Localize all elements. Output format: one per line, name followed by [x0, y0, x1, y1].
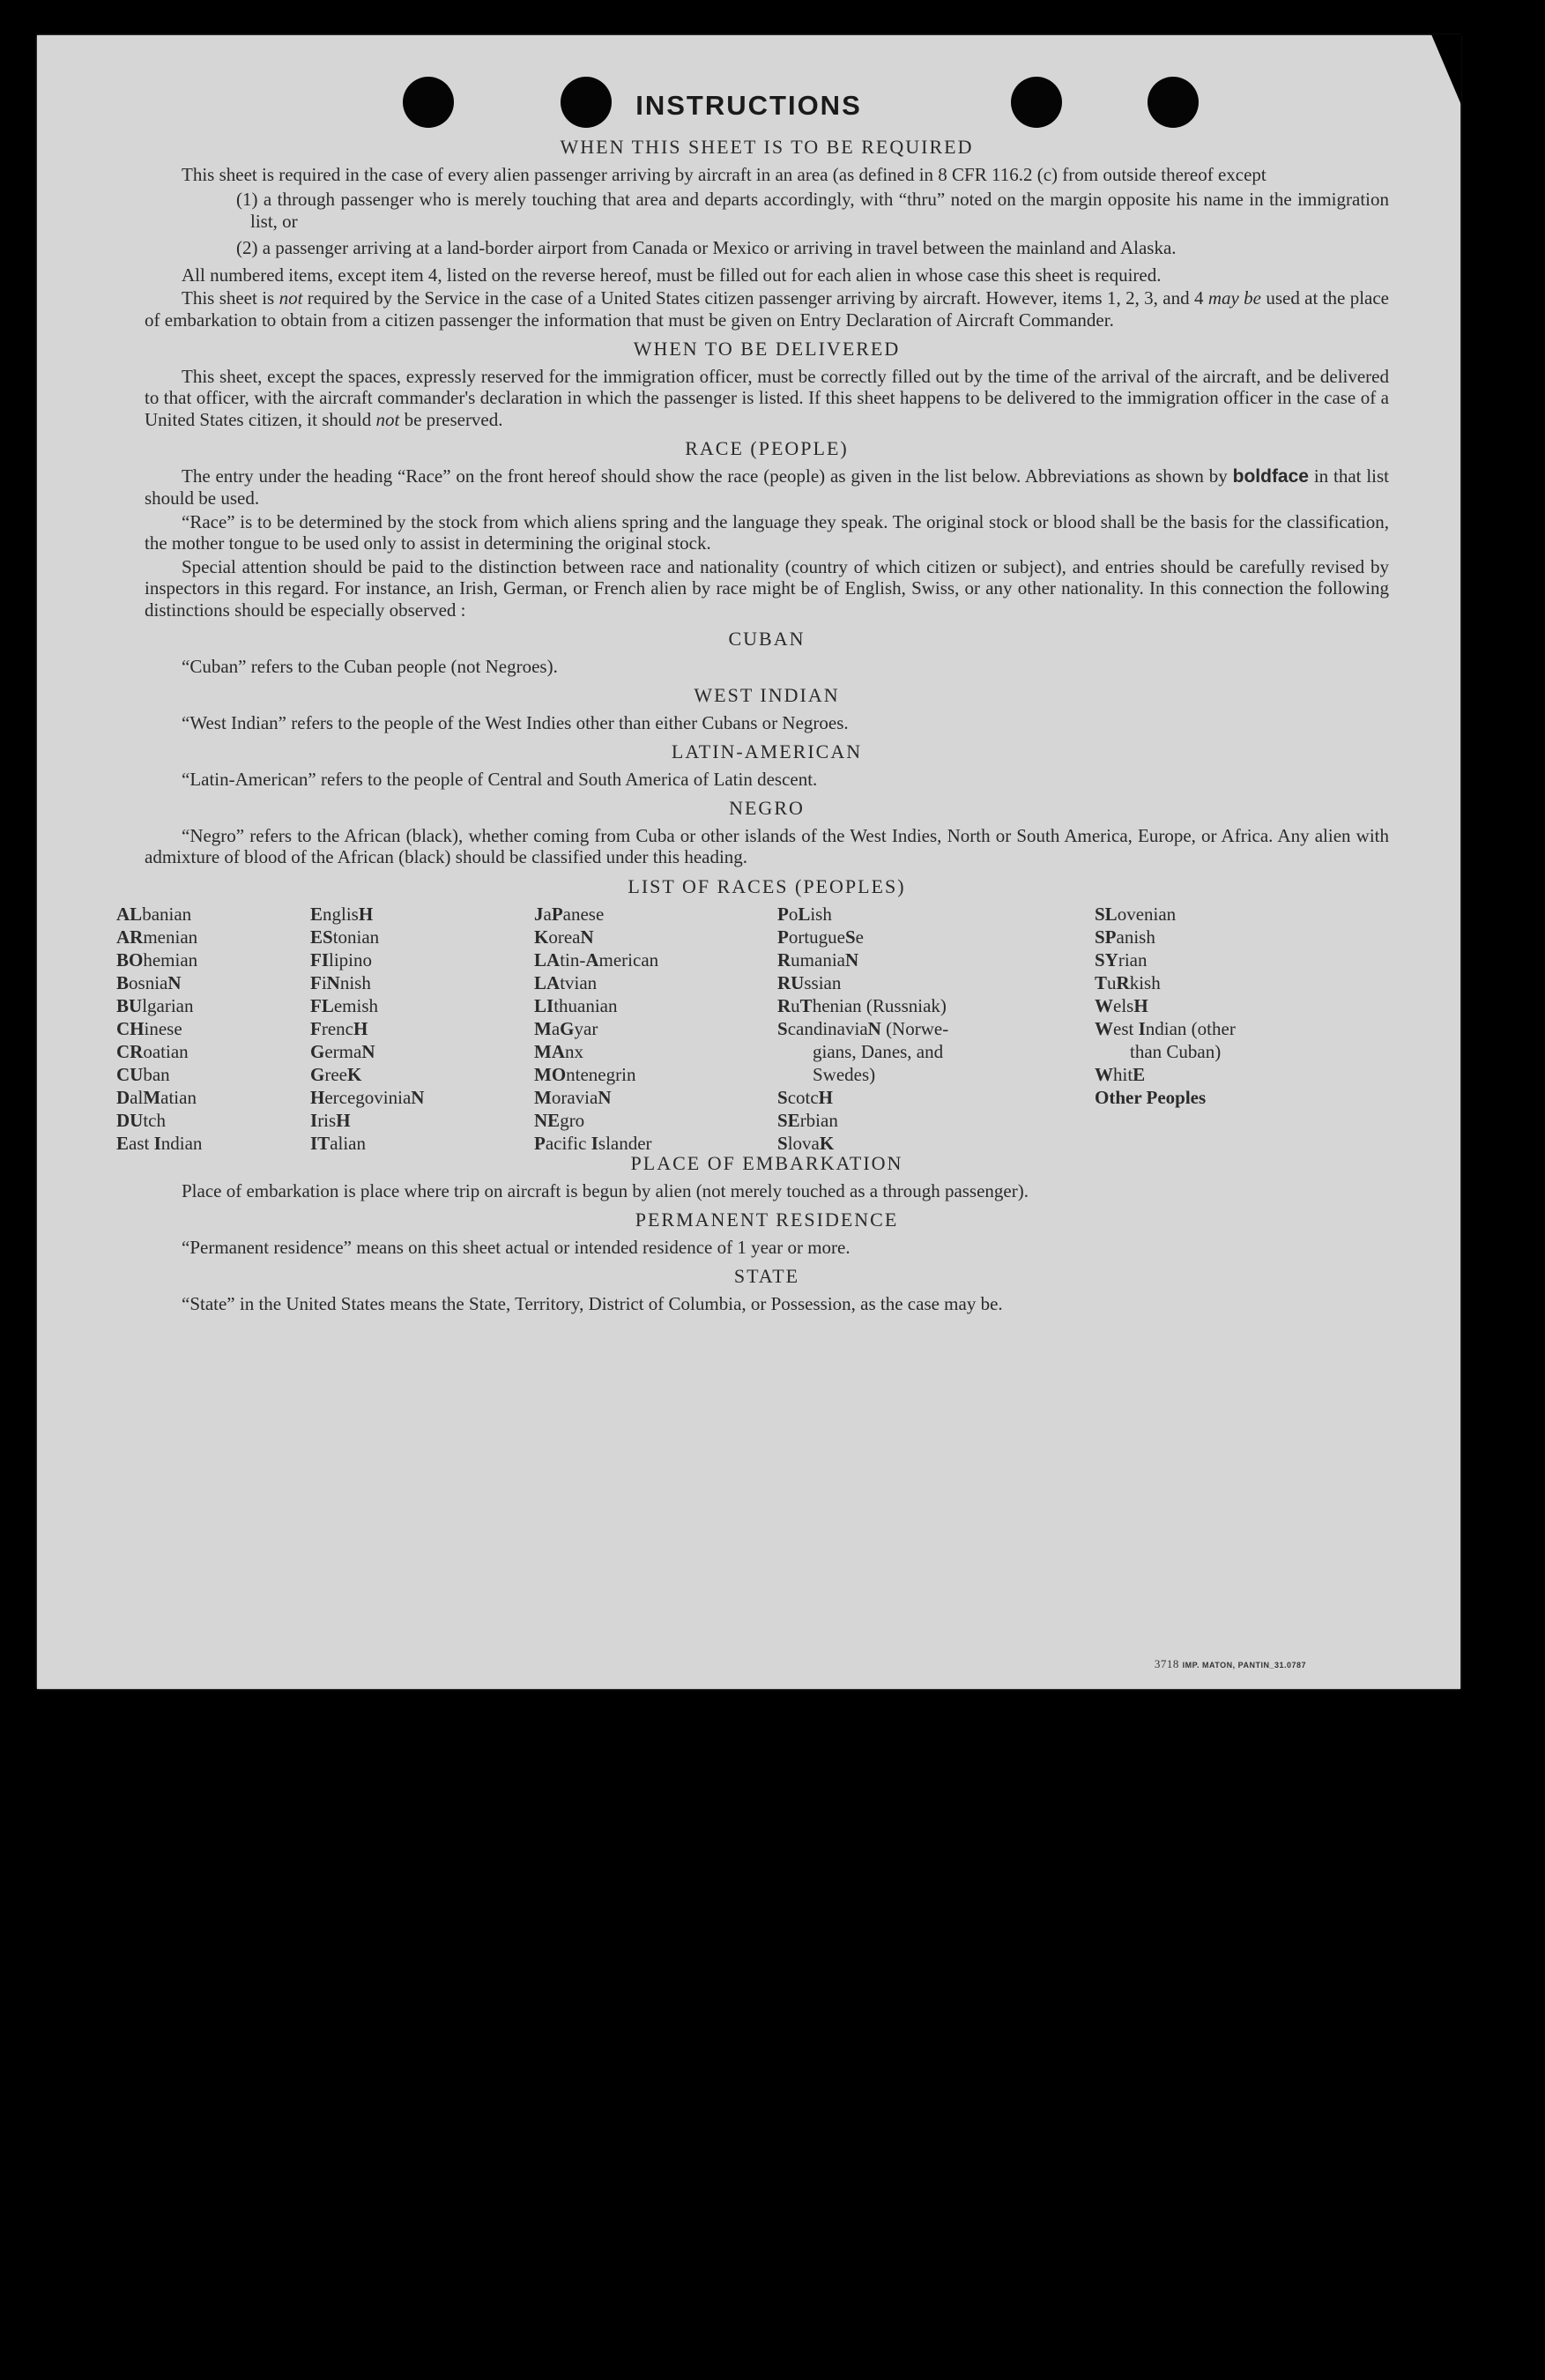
instruction-sheet: [37, 35, 1460, 1689]
race-abbrev: FL: [310, 995, 334, 1016]
page-title: INSTRUCTIONS: [635, 90, 862, 121]
race-column: [116, 903, 202, 1155]
heading-state: STATE: [733, 1265, 800, 1287]
race-entry: [116, 948, 202, 971]
race-abbrev: M: [534, 1018, 552, 1039]
race-text: ndian (other: [1145, 1018, 1236, 1039]
paragraph: “Permanent residence” means on this sheet actual or intended residence of 1 year or more.: [182, 1236, 850, 1258]
race-entry: [310, 1086, 424, 1109]
race-abbrev: LA: [534, 949, 561, 971]
race-text: orea: [548, 926, 581, 948]
race-abbrev: ES: [310, 926, 333, 948]
race-abbrev: S: [777, 1018, 788, 1039]
race-text: ris: [317, 1110, 337, 1131]
race-text: ree: [324, 1064, 347, 1085]
race-entry: [310, 903, 424, 926]
race-entry: [116, 1040, 202, 1063]
race-entry: [534, 1086, 658, 1109]
race-entry: [1095, 948, 1236, 971]
race-abbrev: CH: [116, 1018, 145, 1039]
race-abbrev: H: [818, 1087, 834, 1108]
race-entry: [116, 1132, 202, 1155]
race-abbrev: N: [361, 1041, 375, 1062]
race-abbrev: N: [598, 1087, 612, 1108]
emphasis: may be: [1207, 287, 1261, 309]
race-entry: [310, 926, 424, 948]
list-item: (1) a through passenger who is merely touching that area and departs accordingly, with “thru” noted on the margin opposite his name in the immigration list, or: [236, 189, 1389, 232]
race-abbrev: I: [1138, 1018, 1146, 1039]
race-abbrev: SY: [1095, 949, 1118, 971]
race-text: oravia: [551, 1087, 598, 1108]
race-abbrev: R: [777, 995, 791, 1016]
race-entry: [1095, 1086, 1236, 1109]
race-text: erma: [324, 1041, 362, 1062]
race-text: atian: [160, 1087, 197, 1108]
race-entry: [1095, 1017, 1236, 1040]
race-entry: [310, 1132, 424, 1155]
race-entry: [116, 903, 202, 926]
race-text: nish: [339, 972, 371, 993]
race-text: hit: [1113, 1064, 1133, 1085]
race-text: gro: [560, 1110, 585, 1131]
print-code: [1155, 1657, 1306, 1671]
race-text: umania: [791, 949, 845, 971]
paragraph: “West Indian” refers to the people of the West Indies other than either Cubans or Negroes.: [182, 711, 849, 733]
race-abbrev: W: [1095, 1064, 1113, 1085]
race-text: a: [551, 1018, 561, 1039]
race-entry: [777, 1017, 948, 1040]
race-text: est: [1113, 1018, 1139, 1039]
emphasis: not: [279, 287, 303, 309]
heading-west-indian: WEST INDIAN: [694, 684, 840, 706]
race-text: yar: [574, 1018, 598, 1039]
race-abbrev: E: [1133, 1064, 1146, 1085]
race-abbrev: D: [116, 1087, 130, 1108]
race-abbrev: F: [310, 1018, 322, 1039]
race-abbrev: RU: [777, 972, 805, 993]
text: This sheet, except the spaces, expressly reserved for the immigration officer, must be correctly filled out by the time of the arrival of the aircraft, and be delivered to that officer, with the aircraft commander's declaration in which the passenger is listed. If this sheet happens to be delivered to the immigration officer in the case of a United States citizen, it should: [145, 365, 1389, 430]
paragraph: “Latin-American” refers to the people of Central and South America of Latin descent.: [182, 768, 818, 790]
race-text: ndian: [160, 1133, 203, 1154]
race-entry: [534, 903, 658, 926]
heading-race: RACE (PEOPLE): [685, 437, 849, 459]
race-abbrev: R: [1116, 972, 1130, 993]
race-text: Swedes): [813, 1064, 876, 1085]
race-abbrev: S: [844, 926, 856, 948]
emphasis: not: [375, 408, 400, 430]
race-abbrev: NE: [534, 1110, 561, 1131]
race-text: nx: [565, 1041, 583, 1062]
race-text: anese: [562, 904, 605, 925]
heading-when-delivered: WHEN TO BE DELIVERED: [633, 338, 901, 360]
race-abbrev: B: [116, 972, 130, 993]
race-text: lipino: [329, 949, 373, 971]
heading-residence: PERMANENT RESIDENCE: [635, 1209, 899, 1231]
race-abbrev: SP: [1095, 926, 1117, 948]
race-abbrev: W: [1095, 1018, 1113, 1039]
race-text: tonian: [332, 926, 380, 948]
race-text: kish: [1129, 972, 1161, 993]
race-abbrev: N: [411, 1087, 425, 1108]
race-abbrev: E: [310, 904, 323, 925]
race-text: ortugue: [788, 926, 845, 948]
race-text: banian: [142, 904, 192, 925]
paragraph: [145, 465, 1389, 509]
race-abbrev: N: [867, 1018, 881, 1039]
race-text: tin-: [560, 949, 586, 971]
race-text: u: [791, 995, 800, 1016]
heading-negro: NEGRO: [729, 797, 805, 819]
race-abbrev: K: [819, 1133, 835, 1154]
race-entry: [310, 1063, 424, 1086]
instructions-body: [116, 129, 1390, 1316]
race-text: al: [130, 1087, 144, 1108]
race-entry: [534, 994, 658, 1017]
race-entry: [777, 1063, 948, 1086]
paragraph: [145, 366, 1389, 431]
paragraph: “Negro” refers to the African (black), whether coming from Cuba or other islands of the West Indies, North or South America, Europe, or Africa. Any alien with admixture of blood of the African (black) should be classified under this heading.: [145, 824, 1389, 867]
paragraph: “State” in the United States means the State, Territory, District of Columbia, or Possession, as the case may be.: [182, 1292, 1003, 1314]
race-abbrev: LA: [534, 972, 561, 993]
race-text: inese: [144, 1018, 182, 1039]
race-text: lgarian: [142, 995, 194, 1016]
race-abbrev: N: [326, 972, 340, 993]
race-abbrev: N: [844, 949, 859, 971]
race-entry: [534, 1132, 658, 1155]
race-abbrev: P: [534, 1133, 546, 1154]
race-abbrev: P: [777, 904, 789, 925]
race-column: [534, 903, 658, 1155]
race-abbrev: H: [1133, 995, 1148, 1016]
race-entry: [116, 926, 202, 948]
race-abbrev: F: [310, 972, 322, 993]
race-entry: [534, 948, 658, 971]
race-text: ercegovinia: [324, 1087, 412, 1108]
race-abbrev: K: [346, 1064, 362, 1085]
race-abbrev: L: [798, 904, 811, 925]
race-entry: [1095, 1040, 1236, 1063]
race-abbrev: M: [534, 1087, 552, 1108]
race-text: than Cuban): [1130, 1041, 1222, 1062]
paragraph: [145, 287, 1389, 331]
race-abbrev: LI: [534, 995, 554, 1016]
race-entry: [1095, 971, 1236, 994]
race-text: ban: [143, 1064, 170, 1085]
race-entry: [1095, 903, 1236, 926]
race-text: tvian: [560, 972, 598, 993]
race-entry: [777, 926, 948, 948]
race-text: candinavia: [787, 1018, 868, 1039]
paragraph: Place of embarkation is place where trip on aircraft is begun by alien (not merely touched as a through passenger).: [182, 1179, 1029, 1201]
race-entry: [534, 1040, 658, 1063]
race-text: thuanian: [553, 995, 618, 1016]
race-abbrev: G: [560, 1018, 575, 1039]
race-text: u: [1107, 972, 1117, 993]
race-text: o: [788, 904, 798, 925]
race-text: oatian: [143, 1041, 189, 1062]
race-abbrev: H: [336, 1110, 351, 1131]
race-abbrev: H: [353, 1018, 368, 1039]
race-abbrev: S: [777, 1087, 788, 1108]
race-text: osnia: [129, 972, 168, 993]
race-abbrev: CR: [116, 1041, 144, 1062]
race-abbrev: FI: [310, 949, 329, 971]
race-abbrev: SL: [1095, 904, 1118, 925]
race-abbrev: H: [310, 1087, 325, 1108]
paragraph: “Cuban” refers to the Cuban people (not Negroes).: [182, 655, 558, 677]
race-entry: [116, 994, 202, 1017]
race-column: [310, 903, 424, 1155]
race-abbrev: G: [310, 1064, 325, 1085]
race-abbrev: AR: [116, 926, 144, 948]
race-text: rian: [1118, 949, 1148, 971]
boldface-word: boldface: [1232, 465, 1309, 487]
race-abbrev: W: [1095, 995, 1113, 1016]
race-text: ovenian: [1117, 904, 1177, 925]
race-abbrev: N: [167, 972, 182, 993]
race-column: [1095, 903, 1236, 1109]
race-entry: [310, 1040, 424, 1063]
race-text: a: [543, 904, 552, 925]
race-abbrev: T: [799, 995, 813, 1016]
race-text: gians, Danes, and: [813, 1041, 944, 1062]
race-text: emish: [333, 995, 379, 1016]
race-entry: [777, 1132, 948, 1155]
race-text: slander: [598, 1133, 652, 1154]
race-text: i: [321, 972, 327, 993]
race-entry: [310, 971, 424, 994]
text: in that list should be used.: [145, 465, 1390, 509]
race-abbrev: S: [777, 1133, 788, 1154]
race-abbrev: BO: [116, 949, 144, 971]
race-abbrev: SE: [777, 1110, 800, 1131]
heading-embarkation: PLACE OF EMBARKATION: [630, 1152, 903, 1174]
race-entry: [534, 971, 658, 994]
race-entry: [1095, 994, 1236, 1017]
heading-list-of-races: LIST OF RACES (PEOPLES): [628, 874, 906, 897]
race-text: anish: [1116, 926, 1155, 948]
text: be preserved.: [399, 408, 503, 430]
race-entry: [116, 971, 202, 994]
race-abbrev: J: [534, 904, 544, 925]
paragraph: Special attention should be paid to the distinction between race and nationality (country of which citizen or subject), and entries should be carefully revised by inspectors in this regard. For instance, an Irish, German, or French alien by race might be of English, Swiss, or any other nationality. In this connection the following distinctions should be especially observed :: [145, 555, 1389, 621]
race-abbrev: M: [143, 1087, 161, 1108]
race-entry: [310, 1017, 424, 1040]
race-abbrev: N: [580, 926, 594, 948]
race-abbrev: E: [116, 1133, 130, 1154]
race-list: [116, 903, 1389, 1154]
heading-when-required: WHEN THIS SHEET IS TO BE REQUIRED: [560, 136, 974, 158]
race-abbrev: G: [310, 1041, 325, 1062]
race-text: hemian: [143, 949, 198, 971]
race-abbrev: P: [551, 904, 563, 925]
race-abbrev: AL: [116, 904, 143, 925]
race-text: rbian: [799, 1110, 838, 1131]
race-column: [777, 903, 948, 1155]
race-abbrev: Other Peoples: [1095, 1087, 1207, 1108]
race-entry: [116, 1063, 202, 1086]
race-entry: [777, 971, 948, 994]
race-abbrev: R: [777, 949, 791, 971]
race-text: ast: [129, 1133, 154, 1154]
race-text: nglis: [323, 904, 359, 925]
race-abbrev: K: [534, 926, 549, 948]
race-text: menian: [143, 926, 198, 948]
race-text: lova: [787, 1133, 820, 1154]
race-abbrev: H: [358, 904, 374, 925]
race-text: alian: [330, 1133, 366, 1154]
race-abbrev: DU: [116, 1110, 144, 1131]
race-entry: [777, 994, 948, 1017]
race-text: acific: [545, 1133, 591, 1154]
race-entry: [534, 926, 658, 948]
race-abbrev: MA: [534, 1041, 565, 1062]
race-text: cotc: [787, 1087, 819, 1108]
race-text: henian (Russniak): [812, 995, 947, 1016]
race-text: ssian: [804, 972, 842, 993]
race-entry: [534, 1109, 658, 1132]
race-text: renc: [321, 1018, 353, 1039]
race-abbrev: BU: [116, 995, 143, 1016]
race-text: (Norwe-: [880, 1018, 949, 1039]
race-text: merican: [598, 949, 659, 971]
race-entry: [777, 1040, 948, 1063]
race-entry: [310, 994, 424, 1017]
paragraph: All numbered items, except item 4, listed on the reverse hereof, must be filled out for each alien in whose case this sheet is required.: [182, 264, 1162, 286]
race-abbrev: P: [777, 926, 789, 948]
text: This sheet is: [182, 287, 279, 309]
race-text: ntenegrin: [566, 1064, 636, 1085]
race-entry: [116, 1109, 202, 1132]
race-entry: [777, 948, 948, 971]
text: required by the Service in the case of a United States citizen passenger arriving by aircraft. However, items 1, 2, 3, and 4: [302, 287, 1208, 309]
text: used at the place of embarkation to obtain from a citizen passenger the information that must be given on Entry Declaration of Aircraft Commander.: [145, 287, 1390, 331]
race-entry: [310, 1109, 424, 1132]
race-entry: [777, 1109, 948, 1132]
race-text: e: [855, 926, 864, 948]
race-entry: [777, 903, 948, 926]
race-abbrev: I: [153, 1133, 161, 1154]
race-entry: [777, 1086, 948, 1109]
paragraph: “Race” is to be determined by the stock from which aliens spring and the language they speak. The original stock or blood shall be the basis for the classification, the mother tongue to be used only to assist in determining the original stock.: [145, 510, 1389, 554]
printer-imprint: IMP. MATON, PANTIN_31.0787: [1182, 1661, 1306, 1670]
race-text: ish: [810, 904, 832, 925]
paragraph: This sheet is required in the case of every alien passenger arriving by aircraft in an area (as defined in 8 CFR 116.2 (c) from outside thereof except: [182, 163, 1266, 185]
race-abbrev: I: [310, 1110, 318, 1131]
race-abbrev: T: [1095, 972, 1108, 993]
race-entry: [310, 948, 424, 971]
form-number: 3718: [1154, 1657, 1179, 1670]
race-entry: [116, 1086, 202, 1109]
heading-latin-american: LATIN-AMERICAN: [671, 740, 863, 762]
heading-cuban: CUBAN: [728, 628, 806, 650]
race-entry: [1095, 926, 1236, 948]
race-entry: [534, 1017, 658, 1040]
race-abbrev: A: [585, 949, 599, 971]
text: The entry under the heading “Race” on the front hereof should show the race (people) as given in the list below. Abbreviations as shown by: [182, 465, 1233, 487]
race-abbrev: IT: [310, 1133, 331, 1154]
race-abbrev: MO: [534, 1064, 567, 1085]
race-entry: [116, 1017, 202, 1040]
race-text: els: [1113, 995, 1134, 1016]
race-entry: [534, 1063, 658, 1086]
race-text: tch: [143, 1110, 166, 1131]
race-abbrev: CU: [116, 1064, 144, 1085]
race-abbrev: I: [591, 1133, 598, 1154]
list-item: (2) a passenger arriving at a land-border airport from Canada or Mexico or arriving in travel between the mainland and Alaska.: [236, 237, 1177, 258]
race-entry: [1095, 1063, 1236, 1086]
